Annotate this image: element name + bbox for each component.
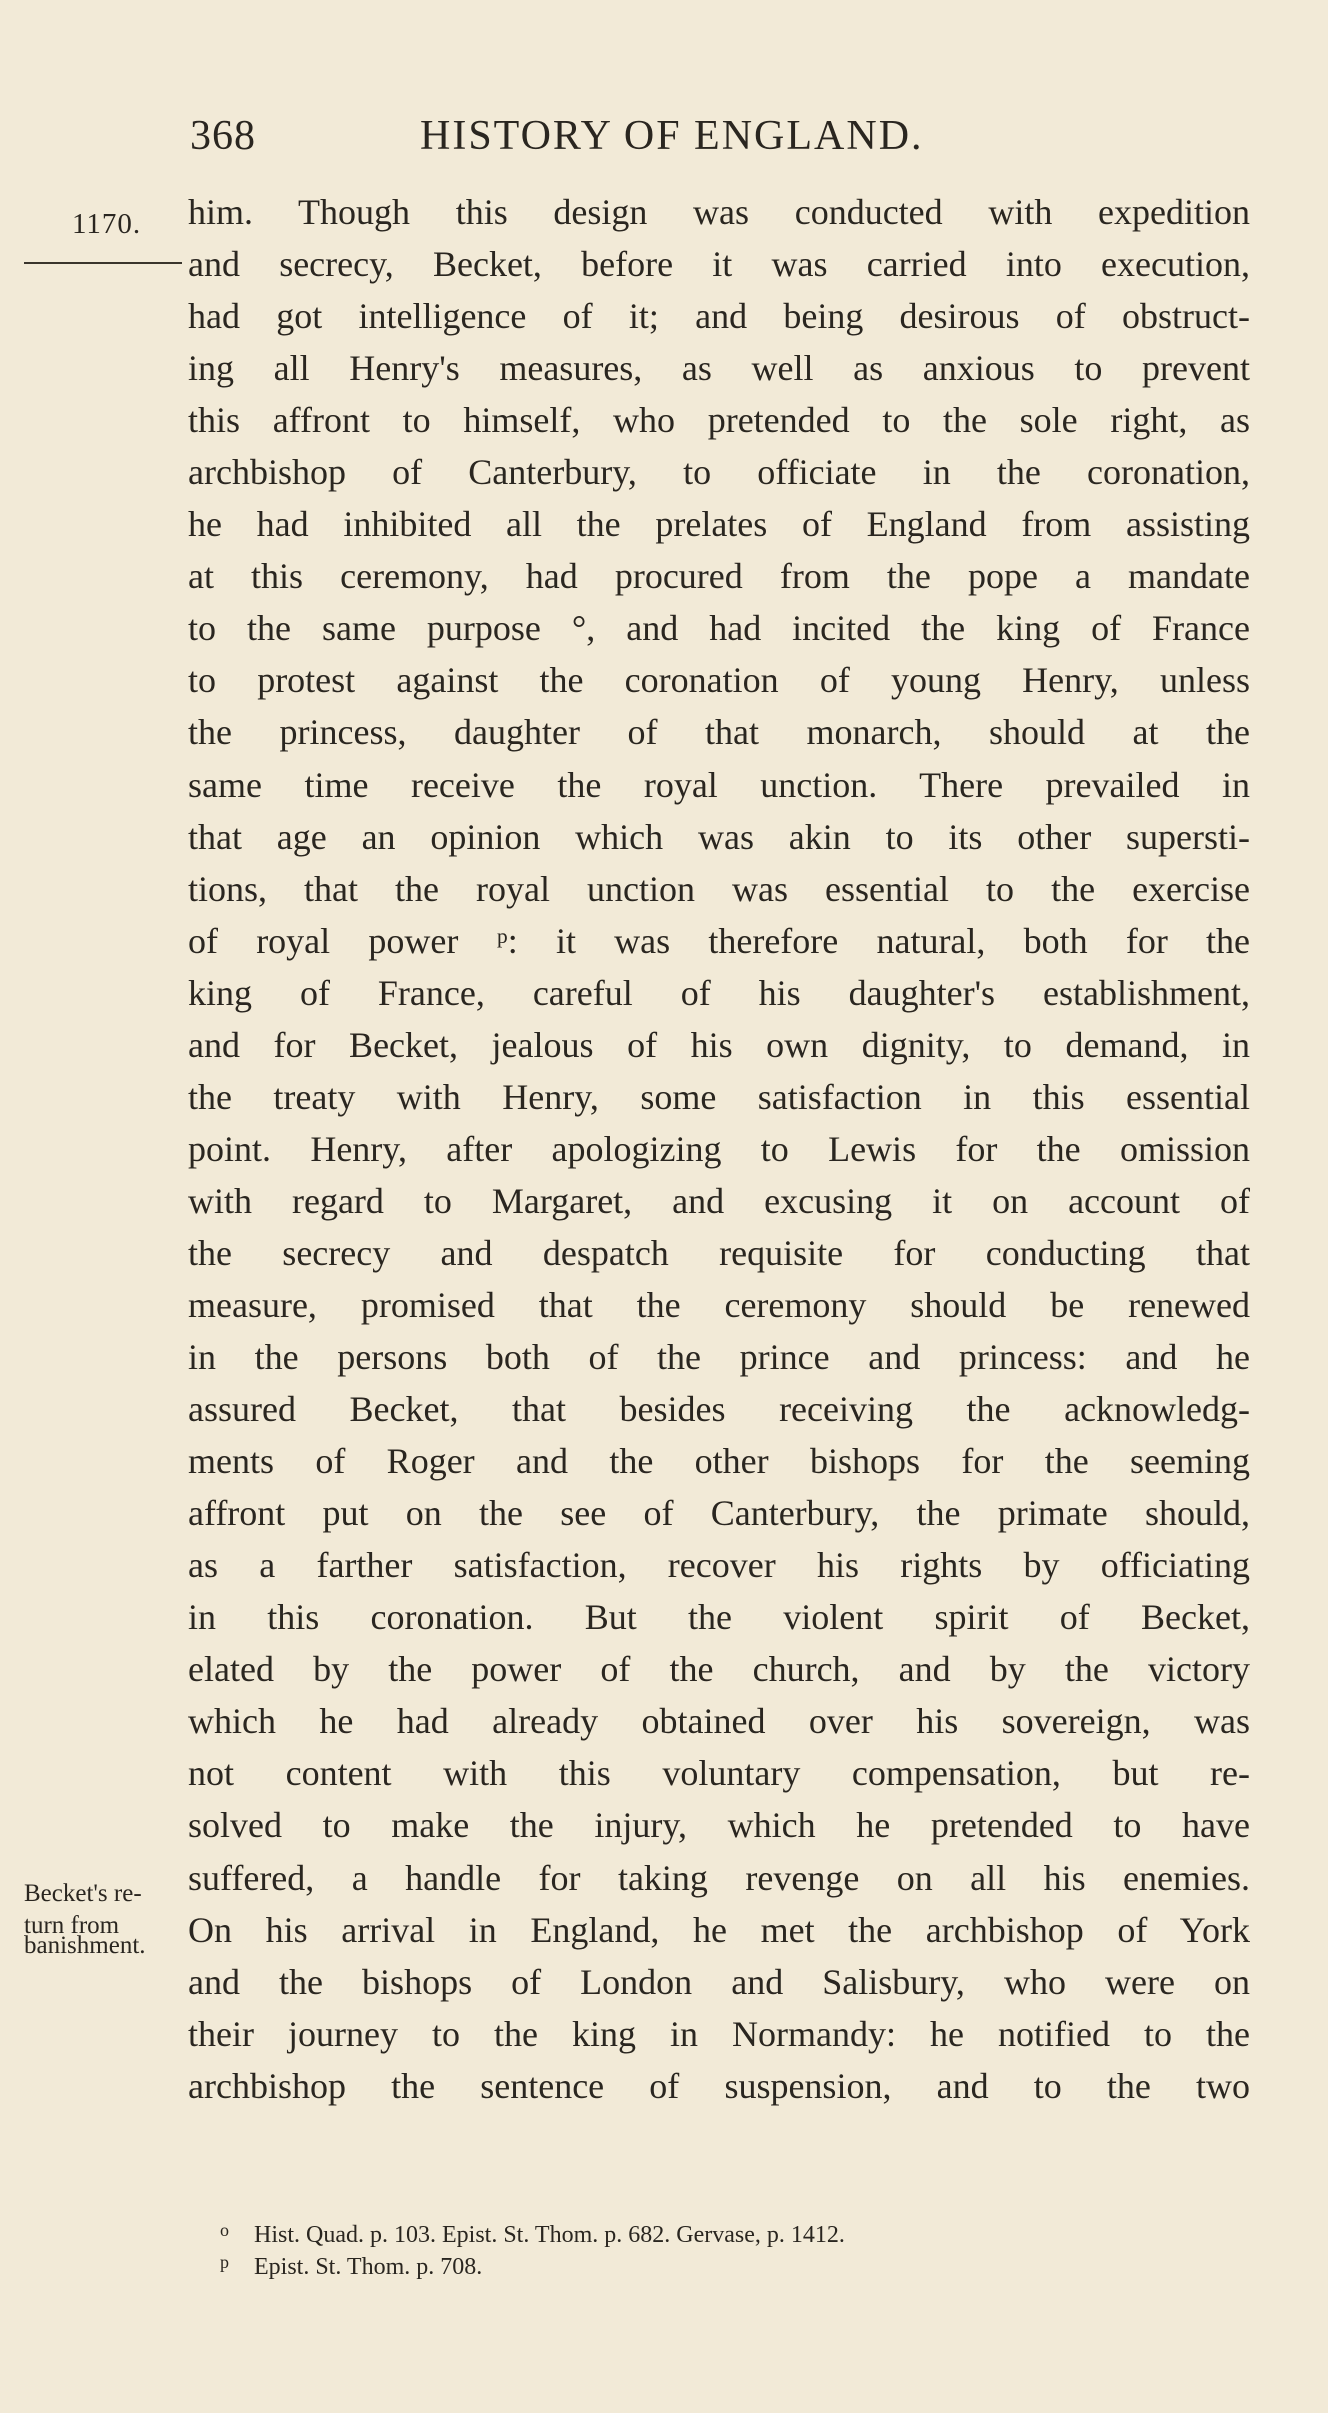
text-line: the secrecy and despatch requisite for conducting that [188,1232,1250,1273]
footnote-mark: p [220,2252,229,2272]
text-line: the treaty with Henry, some satisfaction in this essential [188,1076,1250,1117]
text-line: as a farther satisfaction, recover his rights by officiating [188,1545,1250,1586]
footnote-text: Epist. St. Thom. p. 708. [254,2254,483,2280]
sidenote-line: turn from [24,1912,120,1939]
text-line: and for Becket, jealous of his own dignity, to demand, in [188,1024,1250,1065]
sidenote-line: Becket's re- [24,1880,142,1907]
text-line: tions, that the royal unction was essential to the exercise [188,868,1250,909]
text-line: king of France, careful of his daughter's establishment, [188,972,1250,1013]
text-line: assured Becket, that besides receiving the acknowledg- [188,1389,1250,1430]
text-line: to protest against the coronation of young Henry, unless [188,660,1250,701]
footnote [220,2246,1220,2278]
text-line: and the bishops of London and Salisbury, who were on [188,1961,1250,2002]
footnote [220,2214,1220,2246]
text-line: archbishop of Canterbury, to officiate in the coronation, [188,452,1250,493]
text-line: solved to make the injury, which he pretended to have [188,1805,1250,1846]
text-line: he had inhibited all the prelates of England from assisting [188,504,1250,545]
page-number: 368 [190,113,256,159]
text-line: with regard to Margaret, and excusing it on account of [188,1180,1250,1221]
text-line: and secrecy, Becket, before it was carried into execution, [188,244,1250,285]
text-line: affront put on the see of Canterbury, the primate should, [188,1493,1250,1534]
text-line: suffered, a handle for taking revenge on all his enemies. [188,1857,1250,1898]
text-line: ments of Roger and the other bishops for the seeming [188,1441,1250,1482]
footnote-mark: o [220,2220,229,2240]
body-text [188,186,1250,2112]
text-line: at this ceremony, had procured from the pope a mandate [188,556,1250,597]
margin-rule [24,262,182,264]
text-line: ing all Henry's measures, as well as anxious to prevent [188,348,1250,389]
text-line: had got intelligence of it; and being desirous of obstruct- [188,296,1250,337]
text-line: this affront to himself, who pretended to the sole right, as [188,400,1250,441]
margin-year: 1170. [72,208,142,240]
text-line: their journey to the king in Normandy: he notified to the [188,2013,1250,2054]
text-line: same time receive the royal unction. There prevailed in [188,764,1250,805]
text-line: point. Henry, after apologizing to Lewis for the omission [188,1128,1250,1169]
text-line: which he had already obtained over his sovereign, was [188,1701,1250,1742]
footnote-text: Hist. Quad. p. 103. Epist. St. Thom. p. 682. Gervase, p. 1412. [254,2222,845,2248]
text-line: in this coronation. But the violent spirit of Becket, [188,1597,1250,1638]
text-line: that age an opinion which was akin to its other supersti- [188,816,1250,857]
text-line: elated by the power of the church, and by the victory [188,1649,1250,1690]
text-line: archbishop the sentence of suspension, and to the two [188,2065,1250,2106]
text-line: measure, promised that the ceremony should be renewed [188,1284,1250,1325]
running-title: HISTORY OF ENGLAND. [420,113,924,159]
footnotes [220,2214,1220,2278]
text-line: the princess, daughter of that monarch, should at the [188,712,1250,753]
sidenote-line: banishment. [24,1932,146,1959]
text-line: him. Though this design was conducted with expedition [188,192,1250,232]
text-line: of royal power ᵖ: it was therefore natural, both for the [188,920,1250,961]
running-header [190,112,1250,172]
text-line: not content with this voluntary compensation, but re- [188,1753,1250,1794]
text-line: in the persons both of the prince and princess: and he [188,1337,1250,1378]
text-line: On his arrival in England, he met the archbishop of York [188,1909,1250,1950]
text-line: to the same purpose °, and had incited the king of France [188,608,1250,649]
